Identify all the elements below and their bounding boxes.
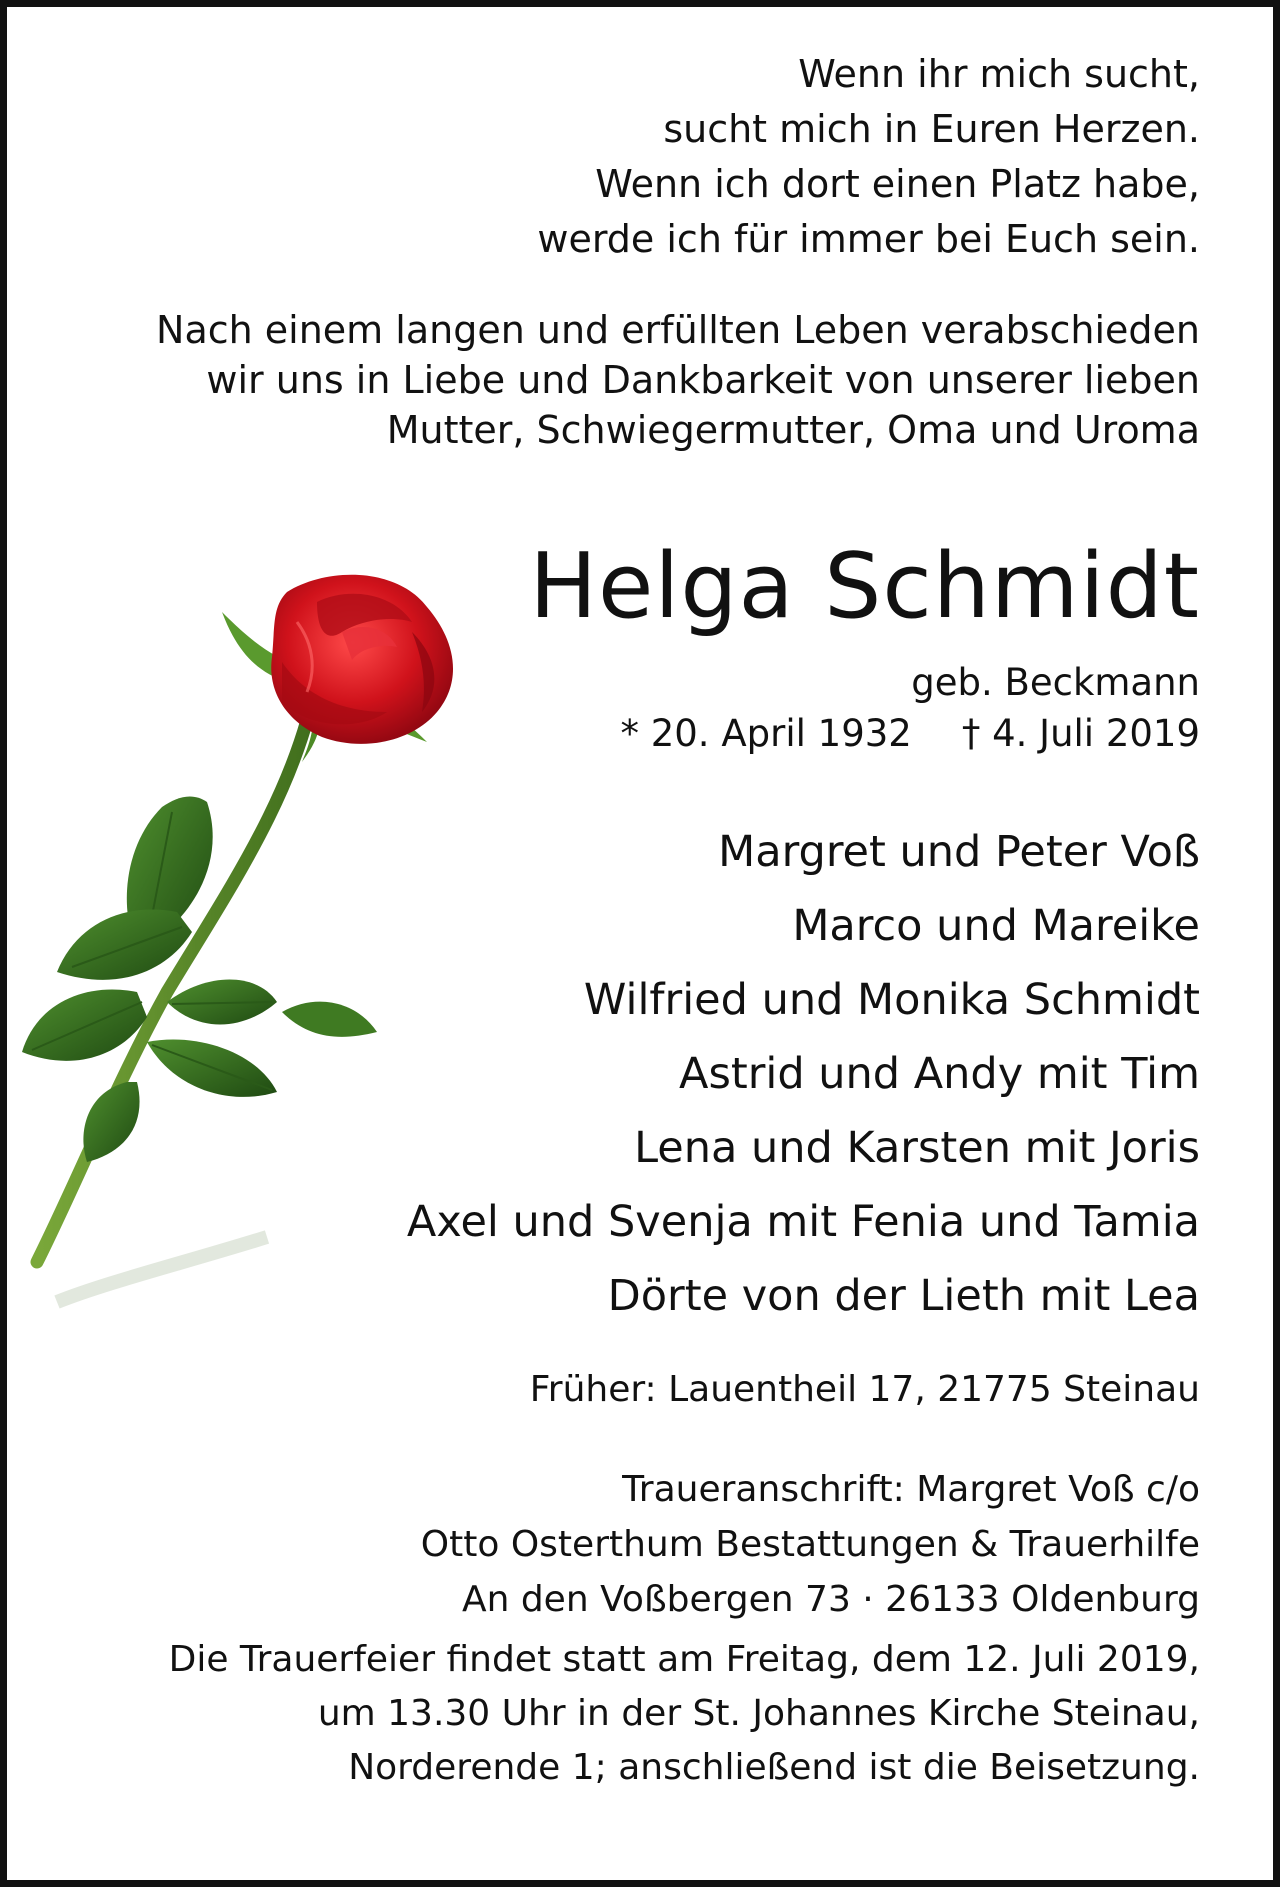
family-member: Wilfried und Monika Schmidt <box>583 975 1200 1025</box>
mourning-address <box>421 1462 1200 1627</box>
intro-line: wir uns in Liebe und Dankbarkeit von unserer lieben <box>206 358 1200 402</box>
poem <box>537 47 1200 267</box>
address-line: Traueranschrift: Margret Voß c/o <box>622 1469 1200 1510</box>
address-line: Otto Osterthum Bestattungen & Trauerhilfe <box>420 1524 1200 1565</box>
family-member: Lena und Karsten mit Joris <box>634 1123 1200 1173</box>
family-member: Axel und Svenja mit Fenia und Tamia <box>406 1197 1200 1247</box>
poem-line: werde ich für immer bei Euch sein. <box>537 217 1200 261</box>
life-dates <box>620 710 1200 758</box>
address-line: An den Voßbergen 73 · 26133 Oldenburg <box>461 1579 1200 1620</box>
intro-line: Mutter, Schwiegermutter, Oma und Uroma <box>386 408 1200 452</box>
maiden-name: geb. Beckmann <box>911 661 1200 704</box>
family-member: Astrid und Andy mit Tim <box>679 1049 1200 1099</box>
deceased-name: Helga Schmidt <box>529 534 1200 639</box>
birth-date: * 20. April 1932 <box>620 712 912 755</box>
poem-line: Wenn ich dort einen Platz habe, <box>595 162 1200 206</box>
family-member: Marco und Mareike <box>792 901 1200 951</box>
death-date: † 4. Juli 2019 <box>961 712 1200 755</box>
service-line: Norderende 1; anschließend ist die Beisetzung. <box>348 1747 1200 1788</box>
family-member: Dörte von der Lieth mit Lea <box>607 1271 1200 1321</box>
poem-line: Wenn ihr mich sucht, <box>798 52 1200 96</box>
family-list <box>407 815 1200 1333</box>
family-member: Margret und Peter Voß <box>718 827 1200 877</box>
funeral-service-info <box>169 1633 1200 1795</box>
intro-text <box>156 305 1200 455</box>
service-line: um 13.30 Uhr in der St. Johannes Kirche Steinau, <box>317 1693 1200 1734</box>
intro-line: Nach einem langen und erfüllten Leben verabschieden <box>156 308 1200 352</box>
service-line: Die Trauerfeier findet statt am Freitag, dem 12. Juli 2019, <box>168 1639 1200 1680</box>
poem-line: sucht mich in Euren Herzen. <box>663 107 1200 151</box>
former-address: Früher: Lauentheil 17, 21775 Steinau <box>529 1369 1200 1410</box>
